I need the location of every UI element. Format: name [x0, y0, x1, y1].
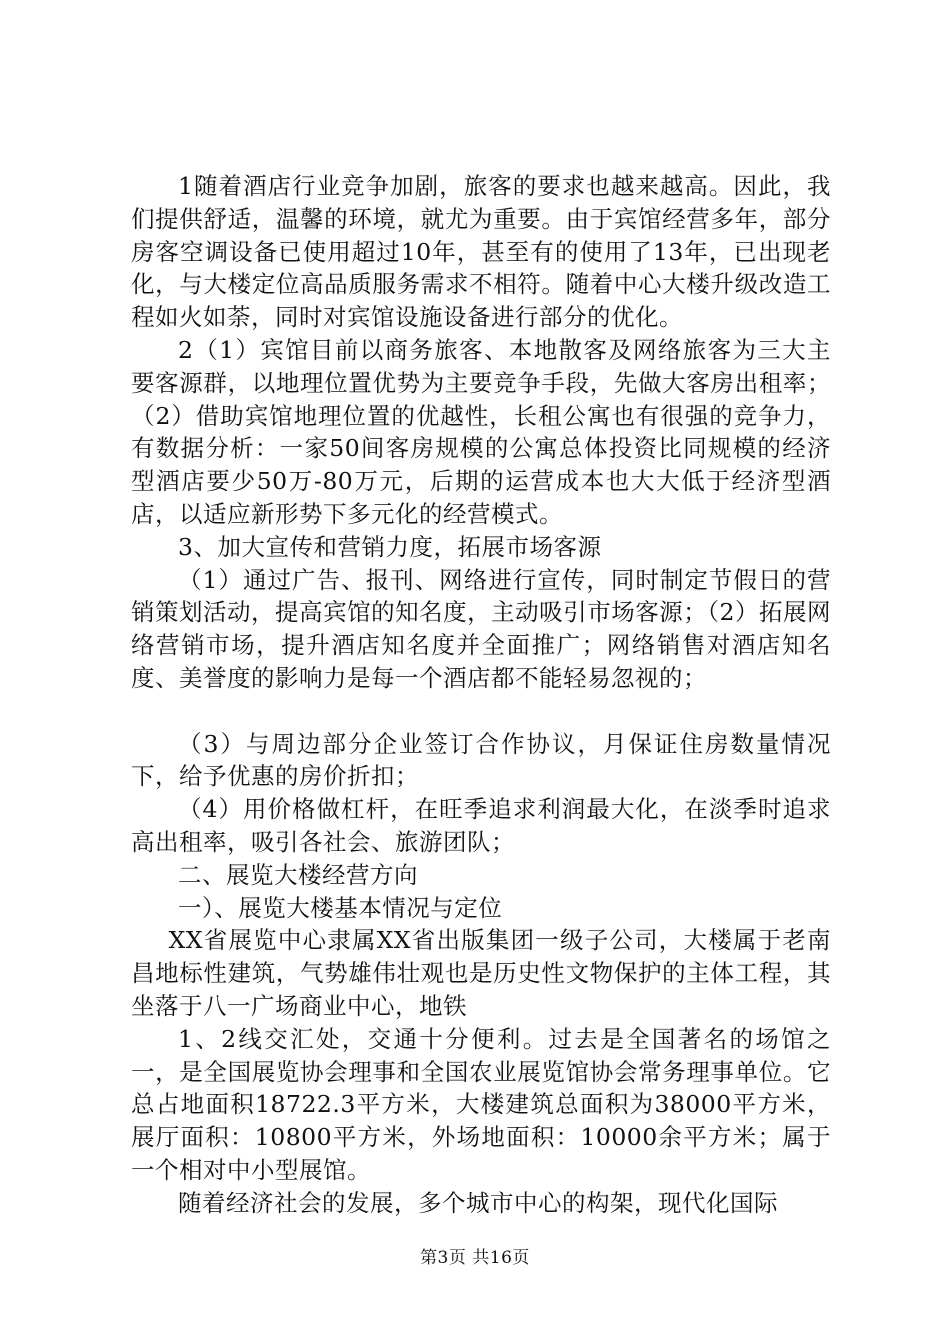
paragraph-center-details: 1、2线交汇处，交通十分便利。过去是全国著名的场馆之一，是全国展览协会理事和全国农业展览馆协会常务理事单位。它总占地面积18722.3平方米，大楼建筑总面积为38000平方米，展厅面积：10800平方米，外场地面积：10000余平方米；属于一个相对中小型展馆。 — [131, 1024, 831, 1184]
paragraph-center-intro: XX省展览中心隶属XX省出版集团一级子公司，大楼属于老南昌地标性建筑，气势雄伟壮观也是历史性文物保护的主体工程，其坐落于八一广场商业中心，地铁 — [131, 926, 831, 1020]
paragraph-development: 随着经济社会的发展，多个城市中心的构架，现代化国际 — [178, 1188, 778, 1217]
paragraph-gap — [131, 695, 831, 728]
paragraph-hotel-upgrade: 1随着酒店行业竞争加剧，旅客的要求也越来越高。因此，我们提供舒适，温馨的环境，就尤为重要。由于宾馆经营多年，部分房客空调设备已使用超过10年，甚至有的使用了13年，已出现老化，与大楼定位高品质服务需求不相符。随着中心大楼升级改造工程如火如荼，同时对宾馆设施设备进行部分的优化。 — [131, 172, 831, 332]
subsection-heading-basic-info: 一）、展览大楼基本情况与定位 — [178, 893, 503, 922]
paragraph-partner-agreements: （3）与周边部分企业签订合作协议，月保证住房数量情况下，给予优惠的房价折扣； — [131, 729, 831, 791]
paragraph-price-leverage: （4）用价格做杠杆，在旺季追求利润最大化，在淡季时追求高出租率，吸引各社会、旅游团队； — [131, 795, 831, 856]
paragraph-marketing-heading: 3、加大宣传和营销力度，拓展市场客源 — [178, 532, 602, 561]
section-heading-exhibition: 二、展览大楼经营方向 — [178, 860, 418, 889]
page-number-footer: 第3页 共16页 — [420, 1248, 530, 1268]
paragraph-marketing-channels: （1）通过广告、报刊、网络进行宣传，同时制定节假日的营销策划活动，提高宾馆的知名度，主动吸引市场客源；（2）拓展网络营销市场，提升酒店知名度并全面推广；网络销售对酒店知名度、美誉度的影响力是每一个酒店都不能轻易忽视的； — [131, 565, 831, 692]
document-body — [131, 170, 831, 1220]
paragraph-customer-sources: 2（1）宾馆目前以商务旅客、本地散客及网络旅客为三大主要客源群，以地理位置优势为主要竞争手段，先做大客房出租率；（2）借助宾馆地理位置的优越性，长租公寓也有很强的竞争力，有数据分析：一家50间客房规模的公寓总体投资比同规模的经济型酒店要少50万-80万元，后期的运营成本也大大低于经济型酒店，以适应新形势下多元化的经营模式。 — [131, 335, 831, 528]
